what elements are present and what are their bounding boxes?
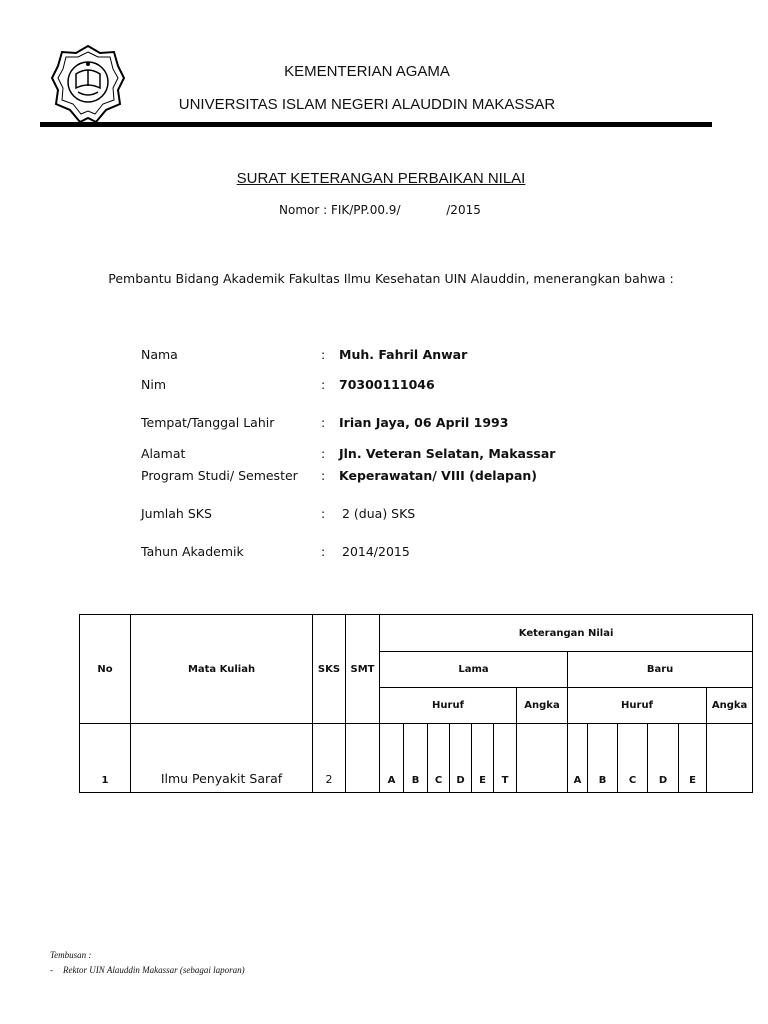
document-number: Nomor : FIK/PP.00.9/ /2015	[279, 203, 481, 217]
field-colon: :	[321, 415, 326, 430]
lama-grade-c: C	[428, 724, 450, 793]
row-no: 1	[80, 724, 131, 793]
header-baru-huruf: Huruf	[568, 688, 707, 724]
field-value-sks: 2 (dua) SKS	[342, 506, 416, 521]
field-colon: :	[321, 347, 326, 362]
lama-grade-t: T	[494, 724, 517, 793]
header-no: No	[80, 615, 131, 724]
row-course: Ilmu Penyakit Saraf	[131, 724, 313, 793]
table-row	[80, 724, 753, 793]
baru-grade-d: D	[648, 724, 679, 793]
lama-angka	[517, 724, 568, 793]
header-keterangan-nilai: Keterangan Nilai	[380, 615, 753, 652]
baru-grade-a: A	[568, 724, 588, 793]
lama-grade-b: B	[404, 724, 428, 793]
field-label-sks: Jumlah SKS	[141, 506, 212, 521]
field-colon: :	[321, 544, 326, 559]
baru-grade-c: C	[618, 724, 648, 793]
field-label-nim: Nim	[141, 377, 166, 392]
field-colon: :	[321, 446, 326, 461]
university-heading: UNIVERSITAS ISLAM NEGERI ALAUDDIN MAKASSAR	[178, 96, 556, 113]
field-value-alamat: Jln. Veteran Selatan, Makassar	[339, 446, 556, 461]
field-colon: :	[321, 468, 326, 483]
lama-grade-d: D	[450, 724, 472, 793]
header-smt: SMT	[346, 615, 380, 724]
tembusan-dash: -	[50, 965, 53, 975]
row-sks: 2	[313, 724, 346, 793]
document-title: SURAT KETERANGAN PERBAIKAN NILAI	[236, 170, 526, 187]
field-label-ttl: Tempat/Tanggal Lahir	[141, 415, 275, 430]
field-label-prodi: Program Studi/ Semester	[141, 468, 298, 483]
lama-grade-a: A	[380, 724, 404, 793]
field-label-alamat: Alamat	[141, 446, 186, 461]
intro-text: Pembantu Bidang Akademik Fakultas Ilmu Kesehatan UIN Alauddin, menerangkan bahwa :	[108, 271, 674, 286]
field-value-nama: Muh. Fahril Anwar	[339, 347, 468, 362]
baru-grade-e: E	[679, 724, 707, 793]
field-value-prodi: Keperawatan/ VIII (delapan)	[339, 468, 538, 483]
field-label-tahun: Tahun Akademik	[141, 544, 244, 559]
header-baru: Baru	[568, 652, 753, 688]
field-value-ttl: Irian Jaya, 06 April 1993	[339, 415, 509, 430]
header-course: Mata Kuliah	[131, 615, 313, 724]
header-lama: Lama	[380, 652, 568, 688]
field-label-nama: Nama	[141, 347, 178, 362]
tembusan-label: Tembusan :	[50, 950, 92, 960]
field-colon: :	[321, 506, 326, 521]
header-rule	[40, 122, 712, 127]
header-lama-huruf: Huruf	[380, 688, 517, 724]
row-smt	[346, 724, 380, 793]
lama-grade-e: E	[472, 724, 494, 793]
field-value-nim: 70300111046	[339, 377, 435, 392]
header-baru-angka: Angka	[707, 688, 753, 724]
header-lama-angka: Angka	[517, 688, 568, 724]
ministry-heading: KEMENTERIAN AGAMA	[284, 63, 450, 80]
field-colon: :	[321, 377, 326, 392]
tembusan-recipient: Rektor UIN Alauddin Makassar (sebagai laporan)	[63, 965, 245, 975]
grades-table	[79, 614, 753, 793]
tembusan-item	[50, 965, 245, 975]
header-sks: SKS	[313, 615, 346, 724]
baru-grade-b: B	[588, 724, 618, 793]
university-logo	[50, 44, 126, 126]
baru-angka	[707, 724, 753, 793]
field-value-tahun: 2014/2015	[342, 544, 410, 559]
